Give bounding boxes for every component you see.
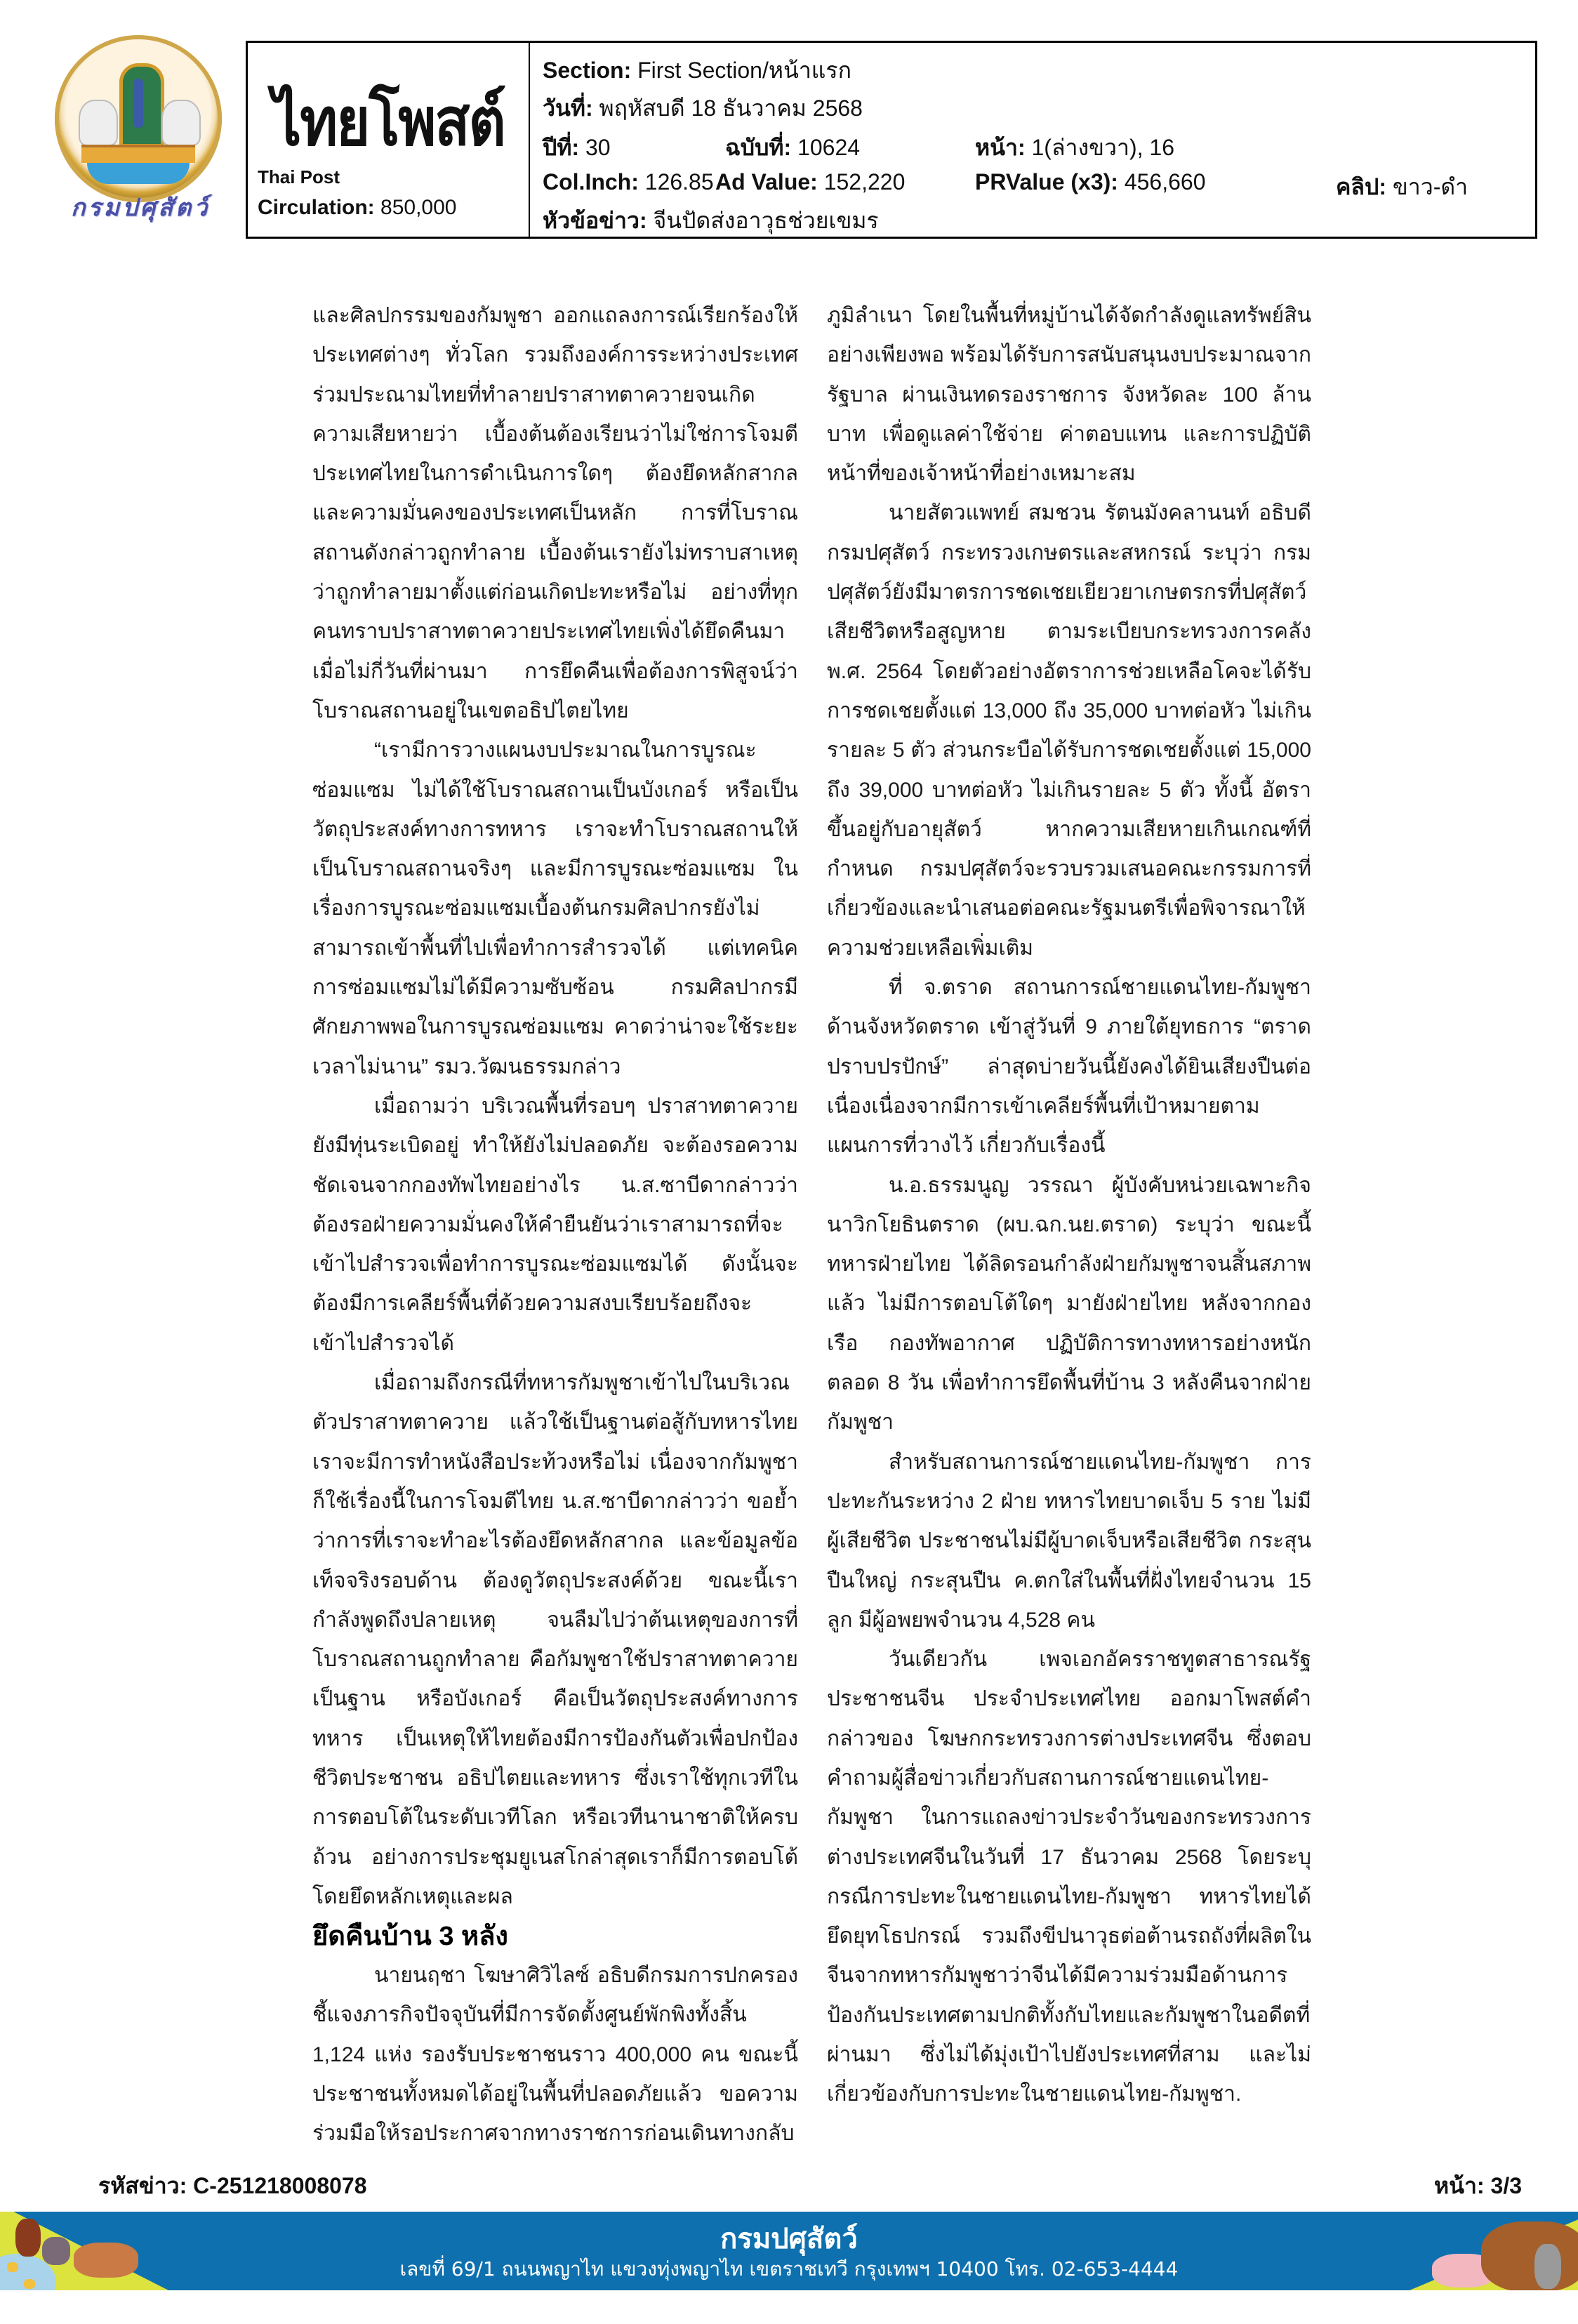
article-paragraph: เมื่อถามว่า บริเวณพื้นที่รอบๆ ปราสาทตาควายยังมีทุ่นระเบิดอยู่ ทำให้ยังไม่ปลอดภัย จะต้องรอความชัดเจนจากกองทัพไทยอย่างไร น.ส.ซาบีดากล่าวว่า ต้องรอฝ่ายความมั่นคงให้คำยืนยันว่าเราสามารถที่จะเข้าไปสำรวจเพื่อทำการบูรณะซ่อมแซมได้ ดังนั้นจะต้องมีการเคลียร์พื้นที่ด้วยความสงบเรียบร้อยถึงจะเข้าไปสำรวจได้ [312,1094,798,1355]
metadata-cell [530,43,1535,237]
advalue-field: Ad Value: 152,220 [715,169,906,194]
page-value: 1(ล่างขวา), 16 [1031,135,1174,160]
article-right-column [827,296,1311,2115]
article-paragraph: ภูมิลำเนา โดยในพื้นที่หมู่บ้านได้จัดกำลังดูแลทรัพย์สินอย่างเพียงพอ พร้อมได้รับการสนับสนุนงบประมาณจากรัฐบาล ผ่านเงินทดรองราชการ จังหวัดละ 100 ล้านบาท เพื่อดูแลค่าใช้จ่าย ค่าตอบแทน และการปฏิบัติหน้าที่ของเจ้าหน้าที่อย่างเหมาะสม [827,304,1311,486]
banner-title: กรมปศุสัตว์ [720,2223,858,2255]
news-code-value: C-251218008078 [193,2173,367,2198]
article-paragraph: “เรามีการวางแผนงบประมาณในการบูรณะซ่อมแซม ไม่ได้ใช้โบราณสถานเป็นบังเกอร์ หรือเป็นวัตถุประสงค์ทางการทหาร เราจะทำโบราณสถานให้เป็นโบราณสถานจริงๆ และมีการบูรณะซ่อมแซม ในเรื่องการบูรณะซ่อมแซมเบื้องต้นกรมศิลปากรยังไม่สามารถเข้าพื้นที่ไปเพื่อทำการสำรวจได้ แต่เทคนิคการซ่อมแซมไม่ได้มีความซับซ้อน กรมศิลปากรมีศักยภาพพอในการบูรณซ่อมแซม คาดว่าน่าจะใช้ระยะเวลาไม่นาน” รมว.วัฒนธรรมกล่าว [312,739,798,1078]
section-value: First Section/หน้าแรก [637,58,851,83]
issue-value: 10624 [797,135,861,160]
department-footer-banner [0,2212,1578,2290]
clipping-header [246,41,1537,239]
prvalue-value: 456,660 [1124,169,1206,194]
circulation [258,196,456,220]
colinch-value: 126.85 [644,169,714,194]
dld-seal-icon [55,35,222,202]
section-label: Section: [543,58,632,83]
page-indicator-value: 3/3 [1490,2173,1522,2198]
year-field: ปีที่: 30 [543,135,611,160]
circulation-label: Circulation: [258,196,375,219]
headline-label: หัวข้อข่าว: [543,208,647,233]
article-paragraph: สำหรับสถานการณ์ชายแดนไทย-กัมพูชา การปะทะกันระหว่าง 2 ฝ่าย ทหารไทยบาดเจ็บ 5 ราย ไม่มีผู้เสียชีวิต ประชาชนไม่มีผู้บาดเจ็บหรือเสียชีวิต กระสุนปืนใหญ่ กระสุนปืน ค.ตกใส่ในพื้นที่ฝั่งไทยจำนวน 15 ลูก มีผู้อพยพจำนวน 4,528 คน [827,1450,1311,1632]
page-indicator: หน้า: 3/3 [1434,2173,1522,2198]
advalue-value: 152,220 [823,169,906,194]
date-label: วันที่: [543,95,593,121]
masthead-cell [248,43,530,237]
department-logo [49,28,232,232]
article-paragraph: นายนฤชา โฆษาศิวิไลซ์ อธิบดีกรมการปกครอง ชี้แจงภารกิจปัจจุบันที่มีการจัดตั้งศูนย์พักพิงทั้งสิ้น 1,124 แห่ง รองรับประชาชนราว 400,000 คน ขณะนี้ประชาชนทั้งหมดได้อยู่ในพื้นที่ปลอดภัยแล้ว ขอความร่วมมือให้รอประกาศจากทางราชการก่อนเดินทางกลับ [312,1964,798,2146]
newspaper-masthead: ไทยโพสต์ [272,86,505,159]
clip-field: คลิป: ขาว-ดำ [1336,174,1468,199]
circulation-value: 850,000 [380,196,457,219]
prvalue-field: PRValue (x3): 456,660 [975,169,1206,194]
subheading: ยึดคืนบ้าน 3 หลัง [312,1922,508,1952]
issue-field: ฉบับที่: 10624 [725,135,861,160]
logo-caption: กรมปศุสัตว์ [70,194,211,222]
article-paragraph: นายสัตวแพทย์ สมชวน รัตนมังคลานนท์ อธิบดีกรมปศุสัตว์ กระทรวงเกษตรและสหกรณ์ ระบุว่า กรมปศุสัตว์ยังมีมาตรการชดเชยเยียวยาเกษตรกรที่ปศุสัตว์เสียชีวิตหรือสูญหาย ตามระเบียบกระทรวงการคลัง พ.ศ. 2564 โดยตัวอย่างอัตราการช่วยเหลือโคจะได้รับการชดเชยตั้งแต่ 13,000 ถึง 35,000 บาทต่อหัว ไม่เกินรายละ 5 ตัว ส่วนกระบือได้รับการชดเชยตั้งแต่ 15,000 ถึง 39,000 บาทต่อหัว ไม่เกินรายละ 5 ตัว ทั้งนี้ อัตราขึ้นอยู่กับอายุสัตว์ หากความเสียหายเกินเกณฑ์ที่กำหนด กรมปศุสัตว์จะรวบรวมเสนอคณะกรรมการที่เกี่ยวข้องและนำเสนอต่อคณะรัฐมนตรีเพื่อพิจารณาให้ความช่วยเหลือเพิ่มเติม [827,501,1311,960]
article-paragraph: เมื่อถามถึงกรณีที่ทหารกัมพูชาเข้าไปในบริเวณตัวปราสาทตาควาย แล้วใช้เป็นฐานต่อสู้กับทหารไทย เราจะมีการทำหนังสือประท้วงหรือไม่ เนื่องจากกัมพูชาก็ใช้เรื่องนี้ในการโจมตีไทย น.ส.ซาบีดากล่าวว่า ขอย้ำว่าการที่เราจะทำอะไรต้องยึดหลักสากล และข้อมูลข้อเท็จจริงรอบด้าน ต้องดูวัตถุประสงค์ด้วย ขณะนี้เรากำลังพูดถึงปลายเหตุ จนลืมไปว่าต้นเหตุของการที่โบราณสถานถูกทำลาย คือกัมพูชาใช้ปราสาทตาควายเป็นฐาน หรือบังเกอร์ คือเป็นวัตถุประสงค์ทางการทหาร เป็นเหตุให้ไทยต้องมีการป้องกันตัวเพื่อปกป้องชีวิตประชาชน อธิปไตยและทหาร ซึ่งเราใช้ทุกเวทีในการตอบโต้ในระดับเวทีโลก หรือเวทีนานาชาติให้ครบถ้วน อย่างการประชุมยูเนสโกล่าสุดเราก็มีการตอบโต้โดยยึดหลักเหตุและผล [312,1371,798,1908]
news-code: รหัสข่าว: C-251218008078 [98,2173,367,2198]
headline-row [543,203,879,239]
article-paragraph: วันเดียวกัน เพจเอกอัครราชทูตสาธารณรัฐประชาชนจีน ประจำประเทศไทย ออกมาโพสต์คำกล่าวของ โฆษกกระทรวงการต่างประเทศจีน ซึ่งตอบคำถามผู้สื่อข่าวเกี่ยวกับสถานการณ์ชายแดนไทย-กัมพูชา ในการแถลงข่าวประจำวันของกระทรวงการต่างประเทศจีนในวันที่ 17 ธันวาคม 2568 โดยระบุกรณีการปะทะในชายแดนไทย-กัมพูชา ทหารไทยได้ยึดยุทโธปกรณ์ รวมถึงขีปนาวุธต่อต้านรถถังที่ผลิตในจีนจากทหารกัมพูชาว่าจีนได้มีความร่วมมือด้านการป้องกันประเทศตามปกติทั้งกับไทยและกัมพูชาในอดีตที่ผ่านมา ซึ่งไม่ได้มุ่งเป้าไปยังประเทศที่สาม และไม่เกี่ยวข้องกับการปะทะในชายแดนไทย-กัมพูชา. [827,1648,1311,2106]
headline-value: จีนปัดส่งอาวุธช่วยเขมร [653,208,879,233]
colinch-field: Col.Inch: 126.85 [543,169,714,194]
article-paragraph: และศิลปกรรมของกัมพูชา ออกแถลงการณ์เรียกร้องให้ประเทศต่างๆ ทั่วโลก รวมถึงองค์การระหว่างประเทศร่วมประณามไทยที่ทำลายปราสาทตาควายจนเกิดความเสียหายว่า เบื้องต้นต้องเรียนว่าไม่ใช่การโจมตีประเทศไทยในการดำเนินการใดๆ ต้องยึดหลักสากลและความมั่นคงของประเทศเป็นหลัก การที่โบราณสถานดังกล่าวถูกทำลาย เบื้องต้นเรายังไม่ทราบสาเหตุว่าถูกทำลายมาตั้งแต่ก่อนเกิดปะทะหรือไม่ อย่างที่ทุกคนทราบปราสาทตาควายประเทศไทยเพิ่งได้ยึดคืนมาเมื่อไม่กี่วันที่ผ่านมา การยึดคืนเพื่อต้องการพิสูจน์ว่าโบราณสถานอยู่ในเขตอธิปไตยไทย [312,304,798,722]
page-field: หน้า: 1(ล่างขวา), 16 [975,135,1174,160]
newspaper-name: Thai Post [258,166,340,187]
article-left-column [312,296,798,2154]
article-paragraph: น.อ.ธรรมนูญ วรรณา ผู้บังคับหน่วยเฉพาะกิจนาวิกโยธินตราด (ผบ.ฉก.นย.ตราด) ระบุว่า ขณะนี้ทหารฝ่ายไทย ได้ลิดรอนกำลังฝ่ายกัมพูชาจนสิ้นสภาพแล้ว ไม่มีการตอบโต้ใดๆ มายังฝ่ายไทย หลังจากกองเรือ กองทัพอากาศ ปฏิบัติการทางทหารอย่างหนักตลอด 8 วัน เพื่อทำการยึดพื้นที่บ้าน 3 หลังคืนจากฝ่ายกัมพูชา [827,1173,1311,1434]
date-row [543,91,863,126]
article-paragraph: ที่ จ.ตราด สถานการณ์ชายแดนไทย-กัมพูชา ด้านจังหวัดตราด เข้าสู่วันที่ 9 ภายใต้ยุทธการ “ตราดปราบปรปักษ์” ล่าสุดบ่ายวันนี้ยังคงได้ยินเสียงปืนต่อเนื่องเนื่องจากมีการเข้าเคลียร์พื้นที่เป้าหมายตามแผนการที่วางไว้ เกี่ยวกับเรื่องนี้ [827,976,1311,1158]
date-value: พฤหัสบดี 18 ธันวาคม 2568 [599,95,863,121]
clip-value: ขาว-ดำ [1392,174,1468,199]
year-value: 30 [585,135,611,160]
section-row [543,53,851,88]
banner-address: เลขที่ 69/1 ถนนพญาไท แขวงทุ่งพญาไท เขตราชเทวี กรุงเทพฯ 10400 โทร. 02-653-4444 [399,2257,1179,2280]
